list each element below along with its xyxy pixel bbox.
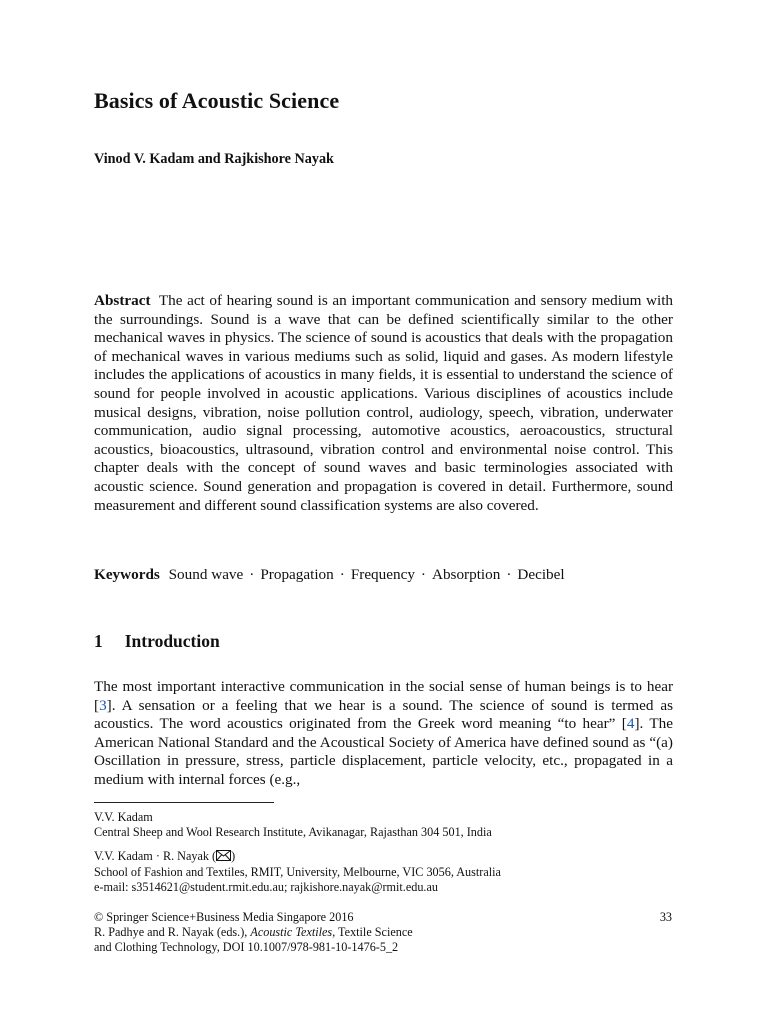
- intro-text: ]. The American National Standard and the Acoustical Society of America have defined sound as “(a) Oscillation in pressure, stress, particle displacement, particle velocity, etc., propagated in a medium with internal forces (e.g.,: [94, 715, 673, 788]
- paper-title: Basics of Acoustic Science: [94, 88, 340, 113]
- page-number: 33: [659, 910, 672, 924]
- affiliation-institution: Central Sheep and Wool Research Institute, Avikanagar, Rajasthan 304 501, India: [94, 825, 492, 839]
- affiliation-authors-text: ): [231, 849, 236, 863]
- editors-line: [94, 925, 413, 940]
- keyword-separator: ·: [420, 566, 426, 583]
- keyword-separator: ·: [506, 566, 512, 583]
- citation-link[interactable]: 3: [99, 696, 107, 714]
- intro-text: The most important interactive communication in the social sense of human beings is to hear [: [94, 678, 673, 714]
- section-number: 1: [94, 631, 103, 651]
- contact-email[interactable]: e-mail: s3514621@student.rmit.edu.au; rajkishore.nayak@rmit.edu.au: [94, 880, 438, 894]
- book-title: Acoustic Textiles: [250, 925, 333, 939]
- keyword-item: Propagation: [260, 566, 334, 583]
- affiliation-authors: [94, 849, 501, 865]
- keyword-item: Absorption: [431, 566, 501, 583]
- doi-line: and Clothing Technology, DOI 10.1007/978-981-10-1476-5_2: [94, 940, 399, 954]
- affiliation-1: [94, 810, 492, 840]
- citation-link[interactable]: 4: [626, 715, 635, 733]
- keyword-item: Frequency: [350, 566, 415, 583]
- keyword-separator: ·: [339, 566, 345, 583]
- abstract-label: Abstract: [94, 292, 151, 309]
- keywords-label: Keywords: [94, 566, 160, 583]
- introduction-paragraph: [94, 678, 673, 790]
- author-line: Vinod V. Kadam and Rajkishore Nayak: [94, 151, 334, 167]
- editors-text: R. Padhye and R. Nayak (eds.),: [94, 925, 251, 939]
- publication-info: [94, 910, 413, 955]
- affiliation-2: [94, 849, 501, 895]
- footnote-divider: [94, 802, 274, 803]
- editors-text: , Textile Science: [332, 925, 413, 939]
- section-title: Introduction: [124, 631, 220, 651]
- keywords: [94, 566, 565, 584]
- envelope-icon[interactable]: [216, 850, 231, 865]
- keyword-item: Sound wave: [168, 566, 244, 583]
- abstract-text: The act of hearing sound is an important communication and sensory medium with the surroundings. Sound is a wave that can be defined scientifically similar to the other mechanical waves in physics. The science of sound is acoustics that deals with the propagation of mechanical waves in various mediums such as solid, liquid and gases. As modern lifestyle includes the applications of acoustics in many fields, it is essential to understand the science of sound for people involved in acoustic applications. Various disciplines of acoustics include musical designs, vibration, noise pollution control, audiology, speech, vibration, underwater communication, audio signal processing, automotive acoustics, aeroacoustics, structural acoustics, bioacoustics, ultrasound, vibration control and environmental noise control. This chapter deals with the concept of sound waves and basic terminologies associated with acoustic science. Sound generation and propagation is covered in detail. Furthermore, sound measurement and different sound classification systems are also covered.: [94, 292, 674, 514]
- intro-text: ]. A sensation or a feeling that we hear is a sound. The science of sound is termed as acoustics. The word acoustics originated from the Greek word meaning “to hear” [: [94, 696, 673, 733]
- affiliation-authors-text: V.V. Kadam · R. Nayak (: [94, 849, 217, 863]
- keyword-item: Decibel: [517, 566, 565, 583]
- abstract: [94, 292, 673, 515]
- affiliation-author: V.V. Kadam: [94, 810, 153, 824]
- affiliation-institution: School of Fashion and Textiles, RMIT, University, Melbourne, VIC 3056, Australia: [94, 865, 501, 879]
- section-heading: [94, 631, 220, 652]
- keyword-separator: ·: [249, 566, 255, 583]
- copyright-line: © Springer Science+Business Media Singapore 2016: [94, 910, 354, 924]
